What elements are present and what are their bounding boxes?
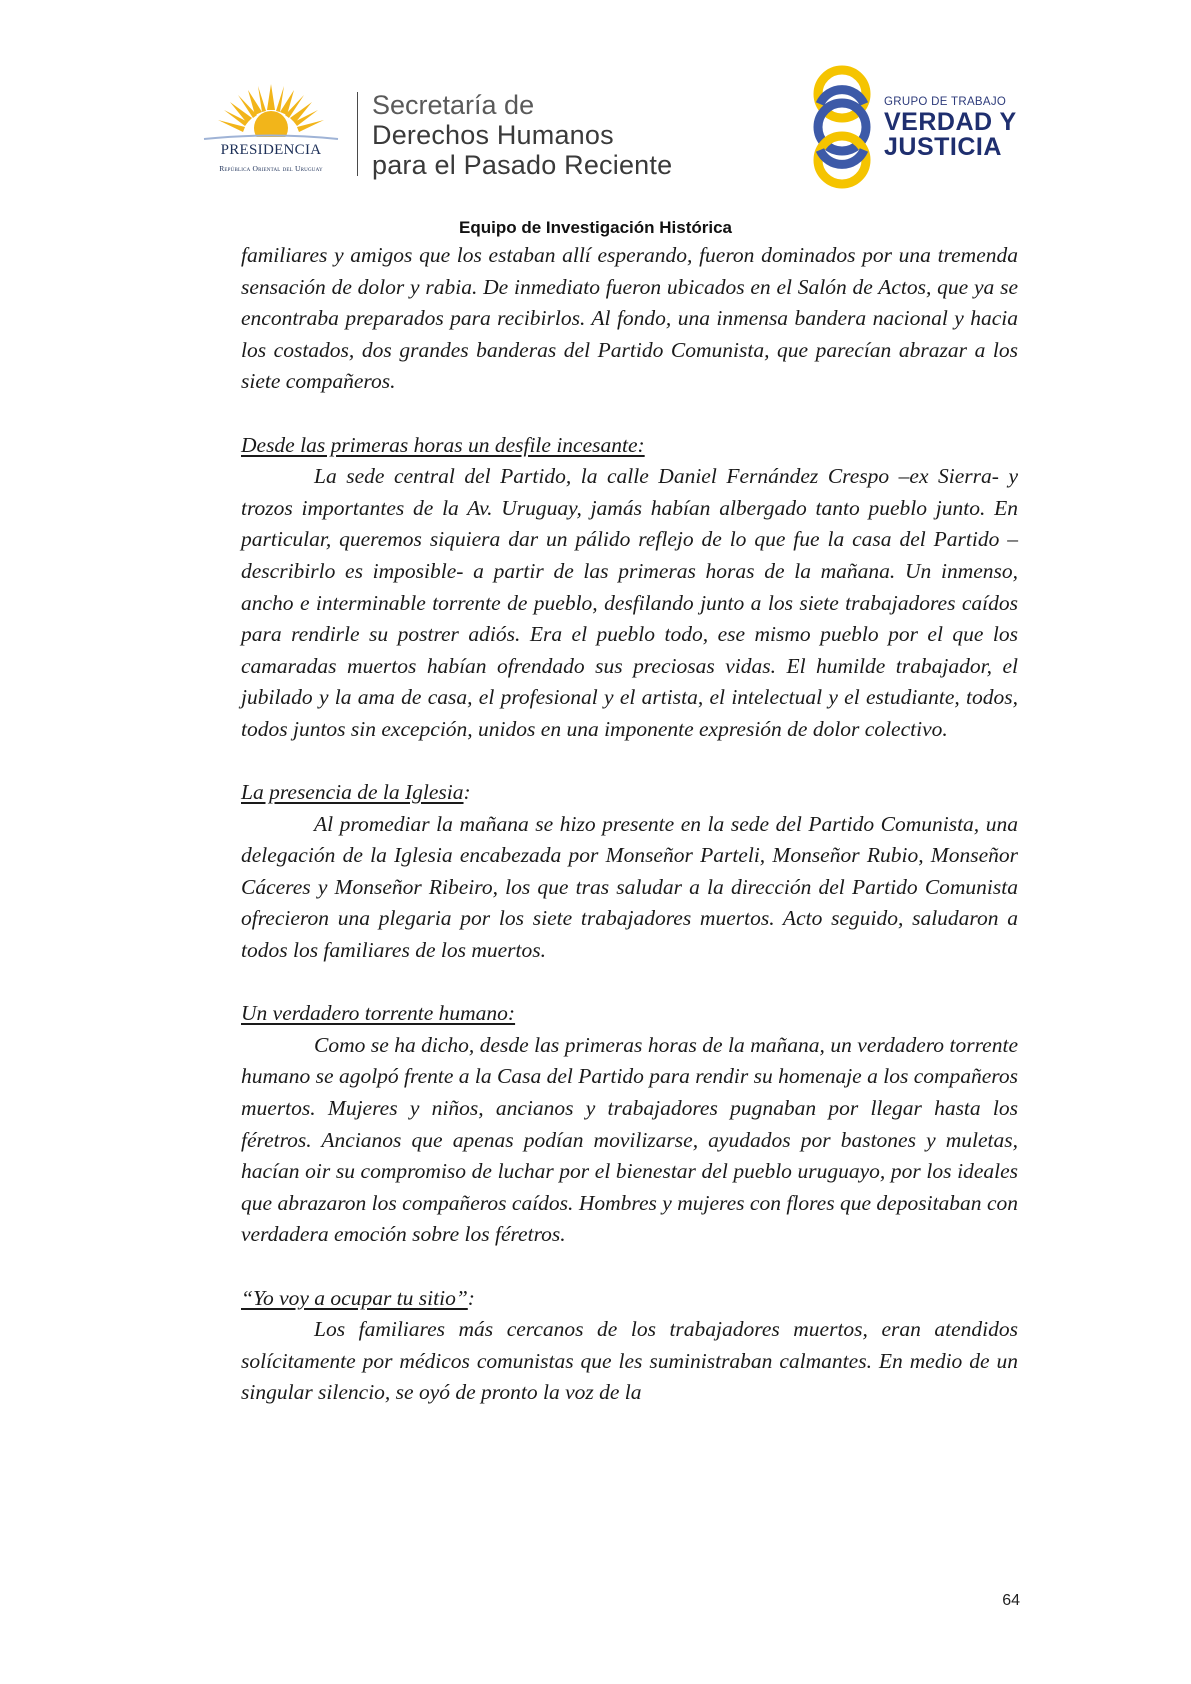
grupo-line-2: VERDAD Y (884, 108, 1017, 136)
document-body (241, 240, 1018, 1409)
sun-emblem-icon (196, 82, 346, 144)
section-heading-sitio (241, 1283, 1018, 1315)
presidencia-logo (196, 82, 346, 182)
secretaria-line-3: para el Pasado Reciente (372, 150, 673, 180)
section-heading-iglesia (241, 777, 1018, 809)
section-body-sitio: Los familiares más cercanos de los trabajadores muertos, eran atendidos solícitamente por médicos comunistas que les suministraban calmantes. En medio de un singular silencio, se oyó de pronto la voz de la (241, 1317, 1018, 1405)
section-title: Desde las primeras horas un desfile incesante: (241, 432, 645, 457)
section-title-suffix: : (467, 1285, 475, 1310)
grupo-line-1: GRUPO DE TRABAJO (884, 96, 1007, 108)
section-body-iglesia: Al promediar la mañana se hizo presente en la sede del Partido Comunista, una delegación de la Iglesia encabezada por Monseñor Parteli, Monseñor Rubio, Monseñor Cáceres y Monseñor Ribeiro, los que tras saludar a la dirección del Partido Comunista ofrecieron una plegaria por los siete trabajadores muertos. Acto seguido, saludaron a todos los familiares de los muertos. (241, 811, 1018, 963)
section-heading-desfile (241, 430, 1018, 462)
secretaria-logo-text (372, 90, 672, 180)
secretaria-line-2: Derechos Humanos (372, 120, 614, 150)
team-heading: Equipo de Investigación Histórica (459, 218, 732, 237)
presidencia-name: PRESIDENCIA (220, 142, 322, 158)
section-heading-torrente (241, 998, 1018, 1030)
interlocking-rings-icon (808, 62, 882, 192)
section-title: “Yo voy a ocupar tu sitio” (241, 1285, 468, 1310)
section-body-torrente: Como se ha dicho, desde las primeras horas de la mañana, un verdadero torrente humano se agolpó frente a la Casa del Partido para rendir su homenaje a los compañeros muertos. Mujeres y niños, ancianos y trabajadores pugnaban por llegar hasta los féretros. Ancianos que apenas podían movilizarse, ayudados por bastones y muletas, hacían oir su compromiso de luchar por el bienestar del pueblo uruguayo, por los ideales que abrazaron los compañeros caídos. Hombres y mujeres con flores que depositaban con verdadera emoción sobre los féretros. (241, 1032, 1018, 1247)
section-body-desfile: La sede central del Partido, la calle Daniel Fernández Crespo –ex Sierra- y trozos importantes de la Av. Uruguay, jamás habían albergado tanto pueblo junto. En particular, queremos siquiera dar un pálido reflejo de lo que fue la casa del Partido –describirlo es imposible- a partir de las primeras horas de la mañana. Un inmenso, ancho e interminable torrente de pueblo, desfilando junto a los siete trabajadores caídos para rendirle su postrer adiós. Era el pueblo todo, ese mismo pueblo por el que los camaradas muertos habían ofrendado sus preciosas vidas. El humilde trabajador, el jubilado y la ama de casa, el profesional y el artista, el intelectual y el estudiante, todos, todos juntos sin excepción, unidos en una imponente expresión de dolor colectivo. (241, 464, 1018, 741)
intro-paragraph: familiares y amigos que los estaban allí esperando, fueron dominados por una tremenda sensación de dolor y rabia. De inmediato fueron ubicados en el Salón de Actos, que ya se encontraba preparados para recibirlos. Al fondo, una inmensa bandera nacional y hacia los costados, dos grandes banderas del Partido Comunista, que parecían abrazar a los siete compañeros. (241, 243, 1018, 394)
section-title: La presencia de la Iglesia (241, 780, 464, 805)
grupo-line-3: JUSTICIA (884, 133, 1002, 161)
verdad-justicia-logo (808, 62, 1028, 192)
section-title-suffix: : (463, 780, 471, 805)
page-number: 64 (1002, 1592, 1020, 1609)
section-title: Un verdadero torrente humano: (241, 1001, 516, 1026)
presidencia-subtitle: República Oriental del Uruguay (219, 164, 323, 173)
secretaria-line-1: Secretaría de (372, 90, 535, 120)
header-divider (357, 92, 358, 176)
